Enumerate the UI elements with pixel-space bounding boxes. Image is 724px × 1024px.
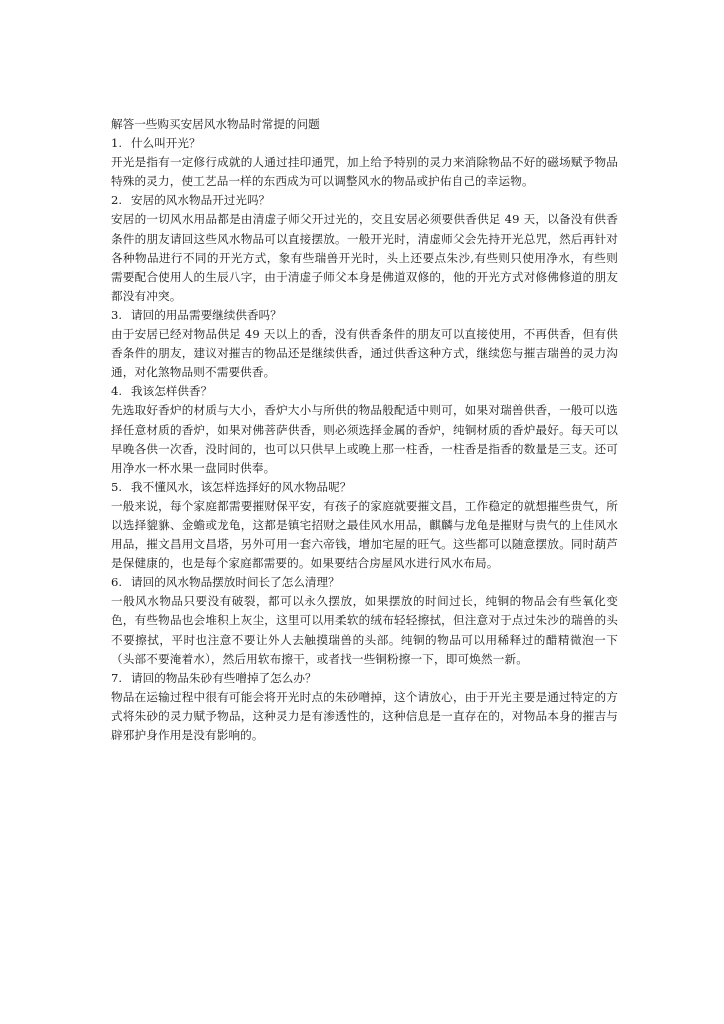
- question-text: 我该怎样供香？: [131, 384, 213, 399]
- question-heading: [111, 134, 618, 153]
- faq-item-6: [111, 573, 618, 668]
- faq-item-5: [111, 478, 618, 573]
- question-heading: [111, 669, 618, 688]
- question-text: 我不懂风水，该怎样选择好的风水物品呢？: [131, 479, 352, 494]
- question-text: 安居的风水物品开过光吗？: [131, 193, 271, 208]
- question-number: 5.: [111, 479, 123, 494]
- question-heading: [111, 382, 618, 401]
- document-title: 解答一些购买安居风水物品时常提的问题: [111, 117, 320, 131]
- document-page: [111, 115, 618, 745]
- faq-item-1: [111, 134, 618, 191]
- question-number: 4.: [111, 384, 123, 399]
- question-number: 7.: [111, 670, 123, 685]
- faq-item-2: [111, 191, 618, 306]
- faq-item-4: [111, 382, 618, 477]
- answer-text: 物品在运输过程中很有可能会将开光时点的朱砂噌掉，这个请放心，由于开光主要是通过特定的方式将朱砂的灵力赋予物品，这种灵力是有渗透性的，这种信息是一直存在的，对物品本身的摧吉与辟邪护身作用是没有影响的。: [111, 689, 618, 742]
- question-heading: [111, 573, 618, 592]
- question-text: 请回的物品朱砂有些噌掉了怎么办？: [131, 670, 317, 685]
- question-text: 什么叫开光？: [131, 136, 201, 151]
- answer-text: 先选取好香炉的材质与大小，香炉大小与所供的物品般配适中则可，如果对瑞兽供香，一般可以选择任意材质的香炉，如果对佛菩萨供香，则必须选择金属的香炉，纯铜材质的香炉最好。每天可以早晚各供一次香，没时间的，也可以只供早上或晚上那一柱香，一柱香是指香的数量是三支。还可用净水一杯水果一盘同时供奉。: [111, 403, 618, 475]
- question-number: 2.: [111, 193, 123, 208]
- answer-text: 安居的一切风水用品都是由清虚子师父开过光的，交且安居必须要供香供足 49 天，以备没有供香条件的朋友请回这些风水物品可以直接摆放。一般开光时，清虚师父会先持开光总咒，然后再针对各种物品进行不同的开光方式，象有些瑞兽开光时，头上还要点朱沙,有些则只使用净水，有些则需要配合使用人的生辰八字，由于清虚子师父本身是佛道双修的，他的开光方式对修佛修道的朋友都没有冲突。: [111, 212, 618, 303]
- question-heading: [111, 478, 618, 497]
- answer-text: 由于安居已经对物品供足 49 天以上的香，没有供香条件的朋友可以直接使用，不再供香，但有供香条件的朋友，建议对摧吉的物品还是继续供香，通过供香这种方式，继续您与摧吉瑞兽的灵力沟通，对化煞物品则不需要供香。: [111, 327, 618, 380]
- answer-text: 一般来说，每个家庭都需要摧财保平安，有孩子的家庭就要摧文昌，工作稳定的就想摧些贵气，所以选择貔貅、金蟾或龙龟，这都是镇宅招财之最佳风水用品，麒麟与龙龟是摧财与贵气的上佳风水用品，摧文昌用文昌塔，另外可用一套六帝钱，增加宅屋的旺气。这些都可以随意摆放。同时葫芦是保健康的，也是每个家庭都需要的。如果要结合房屋风水进行风水布局。: [111, 498, 618, 571]
- question-number: 1.: [111, 136, 123, 151]
- answer-text: 开光是指有一定修行成就的人通过挂印通咒，加上给予特别的灵力来消除物品不好的磁场赋予物品特殊的灵力，使工艺品一样的东西成为可以调整风水的物品或护佑自己的幸运物。: [111, 155, 618, 189]
- question-number: 3.: [111, 307, 123, 322]
- question-heading: [111, 306, 618, 325]
- question-heading: [111, 191, 618, 210]
- faq-item-7: [111, 669, 618, 745]
- question-text: 请回的用品需要继续供香吗？: [131, 307, 282, 322]
- faq-item-3: [111, 306, 618, 382]
- answer-text: 一般风水物品只要没有破裂，都可以永久摆放，如果摆放的时间过长，纯铜的物品会有些氧化变色，有些物品也会堆积上灰尘，这里可以用柔软的绒布轻轻擦拭，但注意对于点过朱沙的瑞兽的头不要擦拭，平时也注意不要让外人去触摸瑞兽的头部。纯铜的物品可以用稀释过的醋精微泡一下（头部不要淹着水），然后用软布擦干，或者找一些铜粉擦一下，即可焕然一新。: [111, 594, 618, 666]
- question-number: 6.: [111, 575, 123, 590]
- question-text: 请回的风水物品摆放时间长了怎么清理？: [131, 575, 340, 590]
